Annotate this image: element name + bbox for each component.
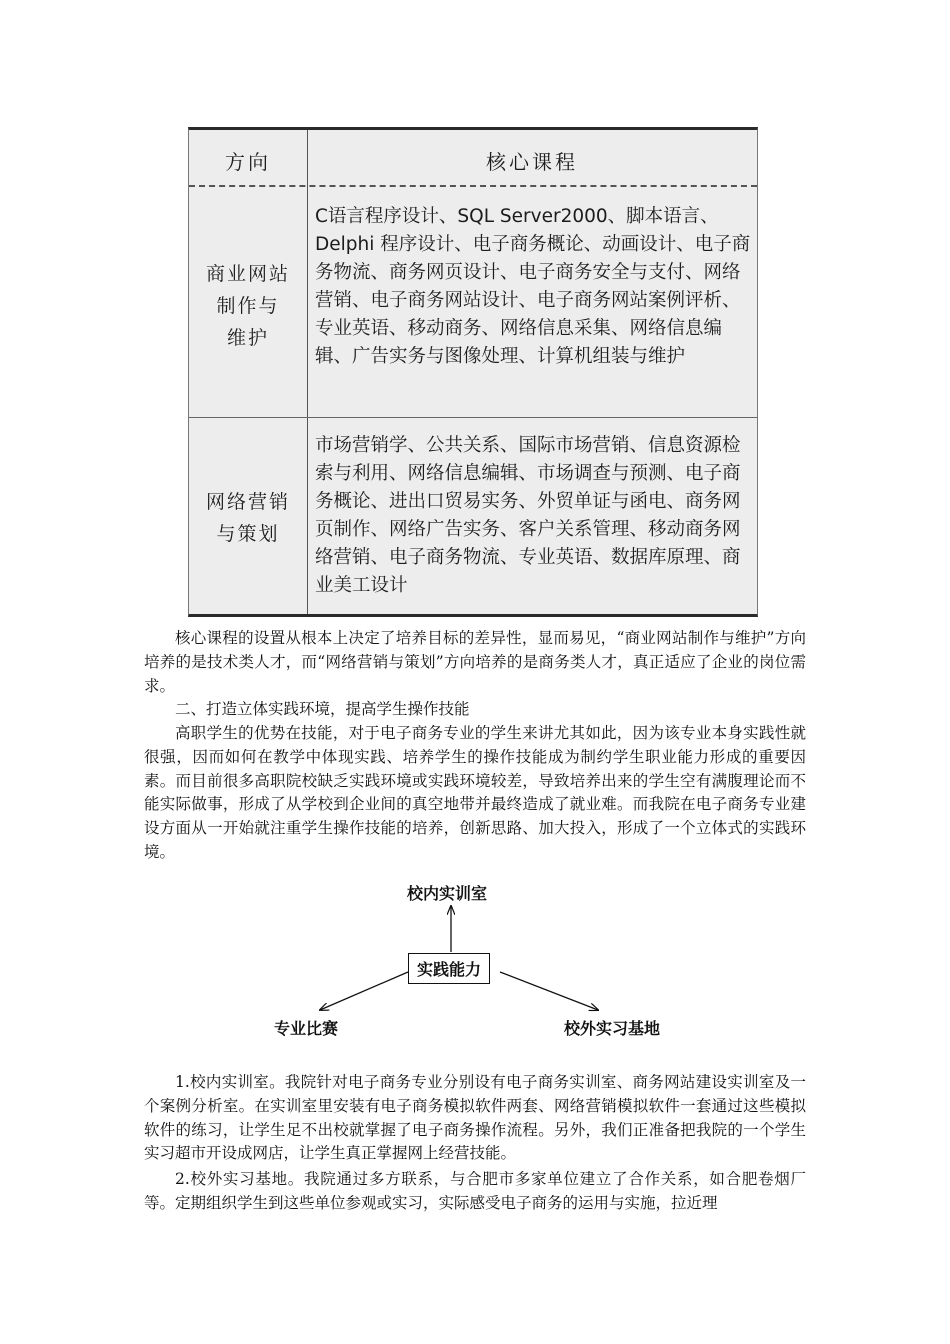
table-row-1-direction — [195, 258, 301, 354]
arrow-to-left — [320, 972, 408, 1010]
direction-line: 与策划 — [216, 523, 280, 545]
table-row-2-courses: 市场营销学、公共关系、国际市场营销、信息资源检索与利用、网络信息编辑、市场调查与预测、电子商务概论、进出口贸易实务、外贸单证与函电、商务网页制作、网络广告实务、客户关系管理、移动商务网络营销、电子商务物流、专业英语、数据库原理、商业美工设计 — [315, 435, 741, 596]
table-header-direction: 方向 — [225, 150, 271, 174]
table-header-divider — [189, 185, 757, 187]
table-column-divider — [307, 130, 308, 614]
arrow-to-right — [500, 972, 598, 1010]
practice-ability-diagram — [262, 876, 692, 1056]
diagram-node-off-campus-base: 校外实习基地 — [564, 1019, 661, 1038]
paragraph-off-campus-base: 2.校外实习基地。我院通过多方联系，与合肥市多家单位建立了合作关系，如合肥卷烟厂等。定期组织学生到这些单位参观或实习，实际感受电子商务的运用与实施，拉近理 — [144, 1170, 806, 1212]
course-table-image — [188, 127, 758, 617]
direction-line: 网络营销 — [205, 491, 290, 513]
diagram-node-on-campus-lab: 校内实训室 — [407, 884, 488, 903]
table-row-1-courses: C语言程序设计、SQL Server2000、脚本语言、Delphi 程序设计、电子商务概论、动画设计、电子商务物流、商务网页设计、电子商务安全与支付、网络营销、电子商务网站设计、电子商务网站案例评析、专业英语、移动商务、网络信息采集、网络信息编辑、广告实务与图像处理、计算机组装与维护 — [315, 206, 751, 367]
table-row-2-direction — [195, 486, 301, 550]
paragraph-practice-environment: 高职学生的优势在技能，对于电子商务专业的学生来讲尤其如此，因为该专业本身实践性就很强，因而如何在教学中体现实践、培养学生的操作技能成为制约学生职业能力形成的重要因素。而目前很多高职院校缺乏实践环境或实践环境较差，导致培养出来的学生空有满腹理论而不能实际做事，形成了从学校到企业间的真空地带并最终造成了就业难。而我院在电子商务专业建设方面从一开始就注重学生操作技能的培养，创新思路、加大投入，形成了一个立体式的实践环境。 — [144, 724, 806, 861]
direction-line: 维护 — [226, 327, 269, 349]
section-heading: 二、打造立体实践环境，提高学生操作技能 — [175, 700, 470, 718]
diagram-node-competitions: 专业比赛 — [274, 1019, 339, 1038]
direction-line: 商业网站 — [205, 263, 290, 285]
table-header-courses: 核心课程 — [486, 150, 578, 174]
table-row-divider — [189, 417, 757, 418]
paragraph-core-courses: 核心课程的设置从根本上决定了培养目标的差异性，显而易见，“商业网站制作与维护”方向培养的是技术类人才，而“网络营销与策划”方向培养的是商务类人才，真正适应了企业的岗位需求。 — [144, 629, 806, 695]
diagram-node-practice-ability: 实践能力 — [408, 953, 490, 984]
direction-line: 制作与 — [216, 295, 280, 317]
paragraph-on-campus-lab: 1.校内实训室。我院针对电子商务专业分别设有电子商务实训室、商务网站建设实训室及一个案例分析室。在实训室里安装有电子商务模拟软件两套、网络营销模拟软件一套通过这些模拟软件的练习，让学生足不出校就掌握了电子商务操作流程。另外，我们正准备把我院的一个学生实习超市开设成网店，让学生真正掌握网上经营技能。 — [144, 1073, 806, 1163]
